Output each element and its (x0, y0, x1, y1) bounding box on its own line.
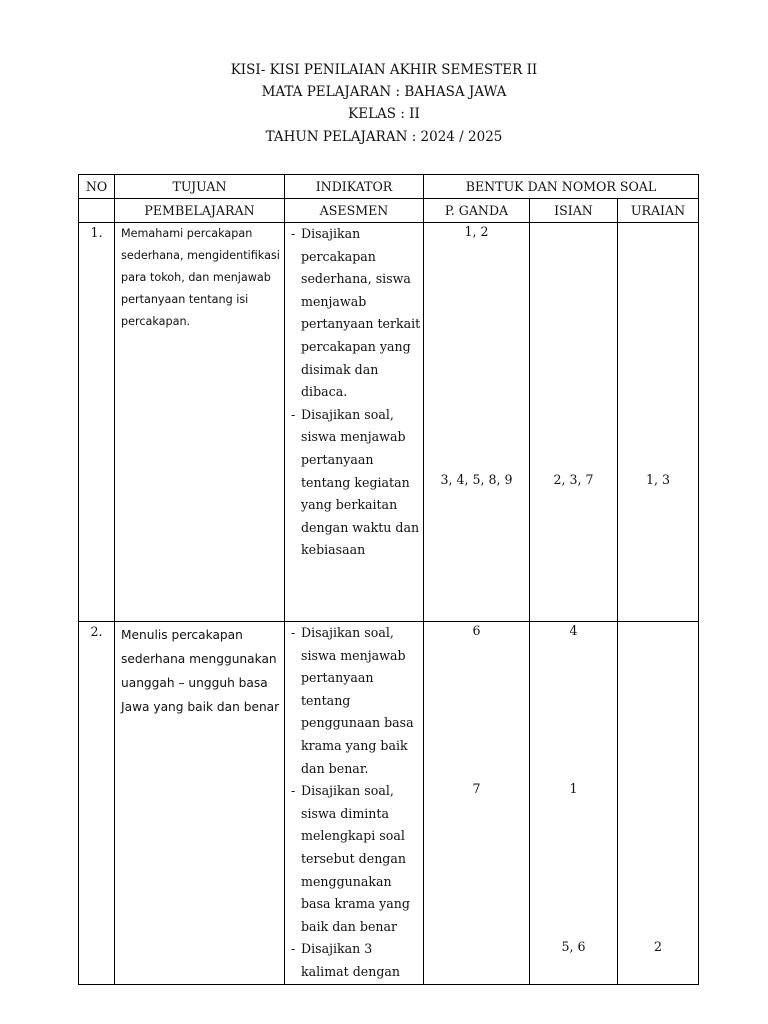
indikator-text: Disajikan soal, siswa menjawab pertanyaan tentang kegiatan yang berkaitan dengan waktu dan kebiasaan (301, 406, 420, 558)
header-row-1 (79, 175, 699, 199)
uraian-number: 2 (653, 939, 662, 954)
indikator-item: - Disajikan 3 kalimat dengan (291, 938, 421, 983)
pganda-number: 3, 4, 5, 8, 9 (440, 472, 513, 487)
isian-number: 2, 3, 7 (553, 472, 594, 487)
header-pganda: P. GANDA (424, 199, 530, 223)
pganda-cell (424, 223, 530, 622)
isian-cell (530, 622, 618, 985)
row-number: 1. (79, 223, 115, 622)
header-indikator-top: INDIKATOR (285, 175, 424, 199)
table-row (79, 622, 699, 985)
header-bentuk-nomor-soal: BENTUK DAN NOMOR SOAL (424, 175, 699, 199)
header-indikator-bottom: ASESMEN (285, 199, 424, 223)
indikator-text: Disajikan soal, siswa menjawab pertanyaan tentang penggunaan basa krama yang baik dan benar. (301, 625, 414, 776)
header-tujuan-bottom: PEMBELAJARAN (115, 199, 285, 223)
header-no: NO (79, 175, 115, 199)
row-number: 2. (79, 622, 115, 985)
indikator-text: Disajikan percakapan sederhana, siswa menjawab pertanyaan terkait percakapan yang disimak dan dibaca. (301, 226, 421, 400)
header-isian: ISIAN (530, 199, 618, 223)
pganda-cell (424, 622, 530, 985)
indikator-item: - Disajikan soal, siswa menjawab pertanyaan tentang kegiatan yang berkaitan dengan waktu dan kebiasaan (291, 404, 421, 562)
isian-number: 1 (569, 781, 578, 796)
doc-title-line-3: KELAS : II (348, 106, 420, 122)
header-row-2 (79, 199, 699, 223)
doc-title-line-1: KISI- KISI PENILAIAN AKHIR SEMESTER II (230, 62, 538, 78)
indikator-text: Disajikan soal, siswa diminta melengkapi soal tersebut dengan menggunakan basa krama yang baik dan benar (301, 783, 410, 934)
indikator-item: - Disajikan soal, siswa menjawab pertanyaan tentang penggunaan basa krama yang baik dan benar. (291, 622, 421, 780)
kisi-kisi-table (78, 174, 699, 985)
table-row (79, 223, 699, 622)
indikator-item: - Disajikan soal, siswa diminta melengkapi soal tersebut dengan menggunakan basa krama yang baik dan benar (291, 780, 421, 938)
doc-title-line-2: MATA PELAJARAN : BAHASA JAWA (261, 84, 507, 100)
uraian-number: 1, 3 (645, 472, 671, 487)
header-uraian: URAIAN (618, 199, 699, 223)
isian-number: 4 (569, 623, 578, 638)
isian-number: 5, 6 (561, 939, 586, 954)
indikator-text: Disajikan 3 kalimat dengan (301, 941, 401, 979)
isian-cell (530, 223, 618, 622)
doc-title-line-4: TAHUN PELAJARAN : 2024 / 2025 (265, 129, 503, 145)
tujuan-pembelajaran: Memahami percakapan sederhana, mengidentifikasi para tokoh, dan menjawab pertanyaan tentang isi percakapan. (115, 223, 285, 622)
pganda-number: 6 (472, 623, 481, 638)
header-tujuan-top: TUJUAN (115, 175, 285, 199)
tujuan-pembelajaran: Menulis percakapan sederhana menggunakan uanggah – ungguh basa Jawa yang baik dan benar (115, 622, 285, 985)
indikator-item: - Disajikan percakapan sederhana, siswa menjawab pertanyaan terkait percakapan yang disimak dan dibaca. (291, 223, 421, 404)
uraian-cell (618, 622, 699, 985)
header-no-cont (79, 199, 115, 223)
uraian-cell (618, 223, 699, 622)
pganda-number: 1, 2 (464, 224, 489, 239)
pganda-number: 7 (472, 781, 481, 796)
indikator-asesmen (285, 223, 424, 622)
indikator-asesmen (285, 622, 424, 985)
